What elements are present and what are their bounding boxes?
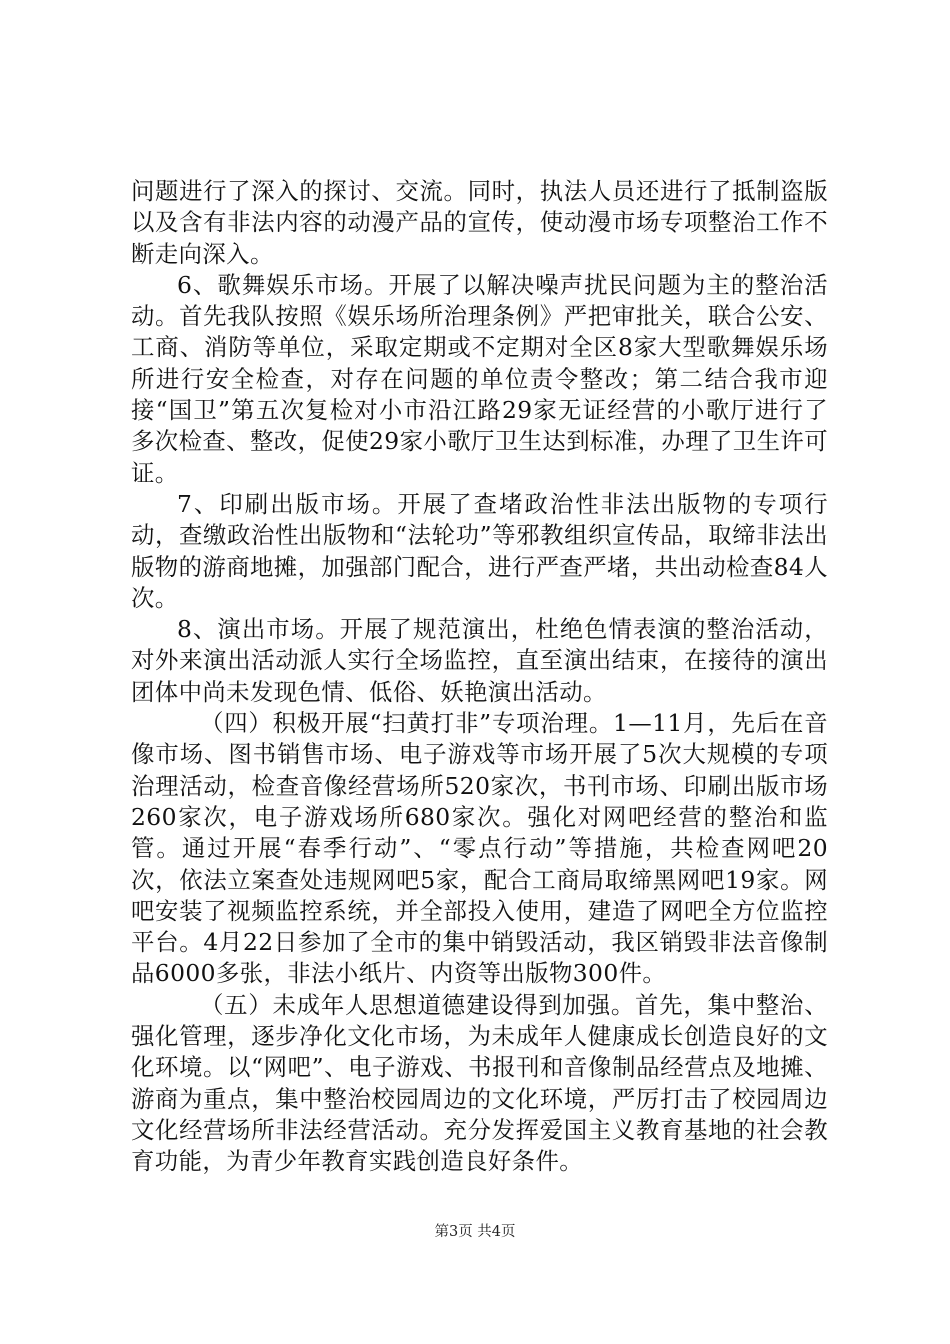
document-body [131,176,828,1178]
paragraph-printing-publishing-market: 7、印刷出版市场。开展了查堵政治性非法出版物的专项行动，查缴政治性出版物和“法轮功”等邪教组织宣传品，取缔非法出版物的游商地摊，加强部门配合，进行严查严堵，共出动检查84人次。 [131,489,828,612]
page-footer: 第3页 共4页 [434,1224,516,1240]
paragraph-performance-market: 8、演出市场。开展了规范演出，杜绝色情表演的整治活动，对外来演出活动派人实行全场监控，直至演出结束，在接待的演出团体中尚未发现色情、低俗、妖艳演出活动。 [131,615,828,706]
paragraph-section-four: （四）积极开展“扫黄打非”专项治理。1—11月，先后在音像市场、图书销售市场、电子游戏等市场开展了5次大规模的专项治理活动，检查音像经营场所520家次，书刊市场、印刷出版市场260家次，电子游戏场所680家次。强化对网吧经营的整治和监管。通过开展“春季行动”、“零点行动”等措施，共检查网吧20次，依法立案查处违规网吧5家，配合工商局取缔黑网吧19家。网吧安装了视频监控系统，并全部投入使用，建造了网吧全方位监控平台。4月22日参加了全市的集中销毁活动，我区销毁非法音像制品6000多张，非法小纸片、内资等出版物300件。 [131,709,828,988]
paragraph-song-dance-market: 6、歌舞娱乐市场。开展了以解决噪声扰民问题为主的整治活动。首先我队按照《娱乐场所治理条例》严把审批关，联合公安、工商、消防等单位，采取定期或不定期对全区8家大型歌舞娱乐场所进行安全检查，对存在问题的单位责令整改；第二结合我市迎接“国卫”第五次复检对小市沿江路29家无证经营的小歌厅进行了多次检查、整改，促使29家小歌厅卫生达到标准，办理了卫生许可证。 [131,270,828,487]
paragraph-section-five: （五）未成年人思想道德建设得到加强。首先，集中整治、强化管理，逐步净化文化市场，为未成年人健康成长创造良好的文化环境。以“网吧”、电子游戏、书报刊和音像制品经营点及地摊、游商为重点，集中整治校园周边的文化环境，严厉打击了校园周边文化经营场所非法经营活动。充分发挥爱国主义教育基地的社会教育功能，为青少年教育实践创造良好条件。 [131,990,828,1176]
paragraph-continuation: 问题进行了深入的探讨、交流。同时，执法人员还进行了抵制盗版以及含有非法内容的动漫产品的宣传，使动漫市场专项整治工作不断走向深入。 [131,177,828,268]
